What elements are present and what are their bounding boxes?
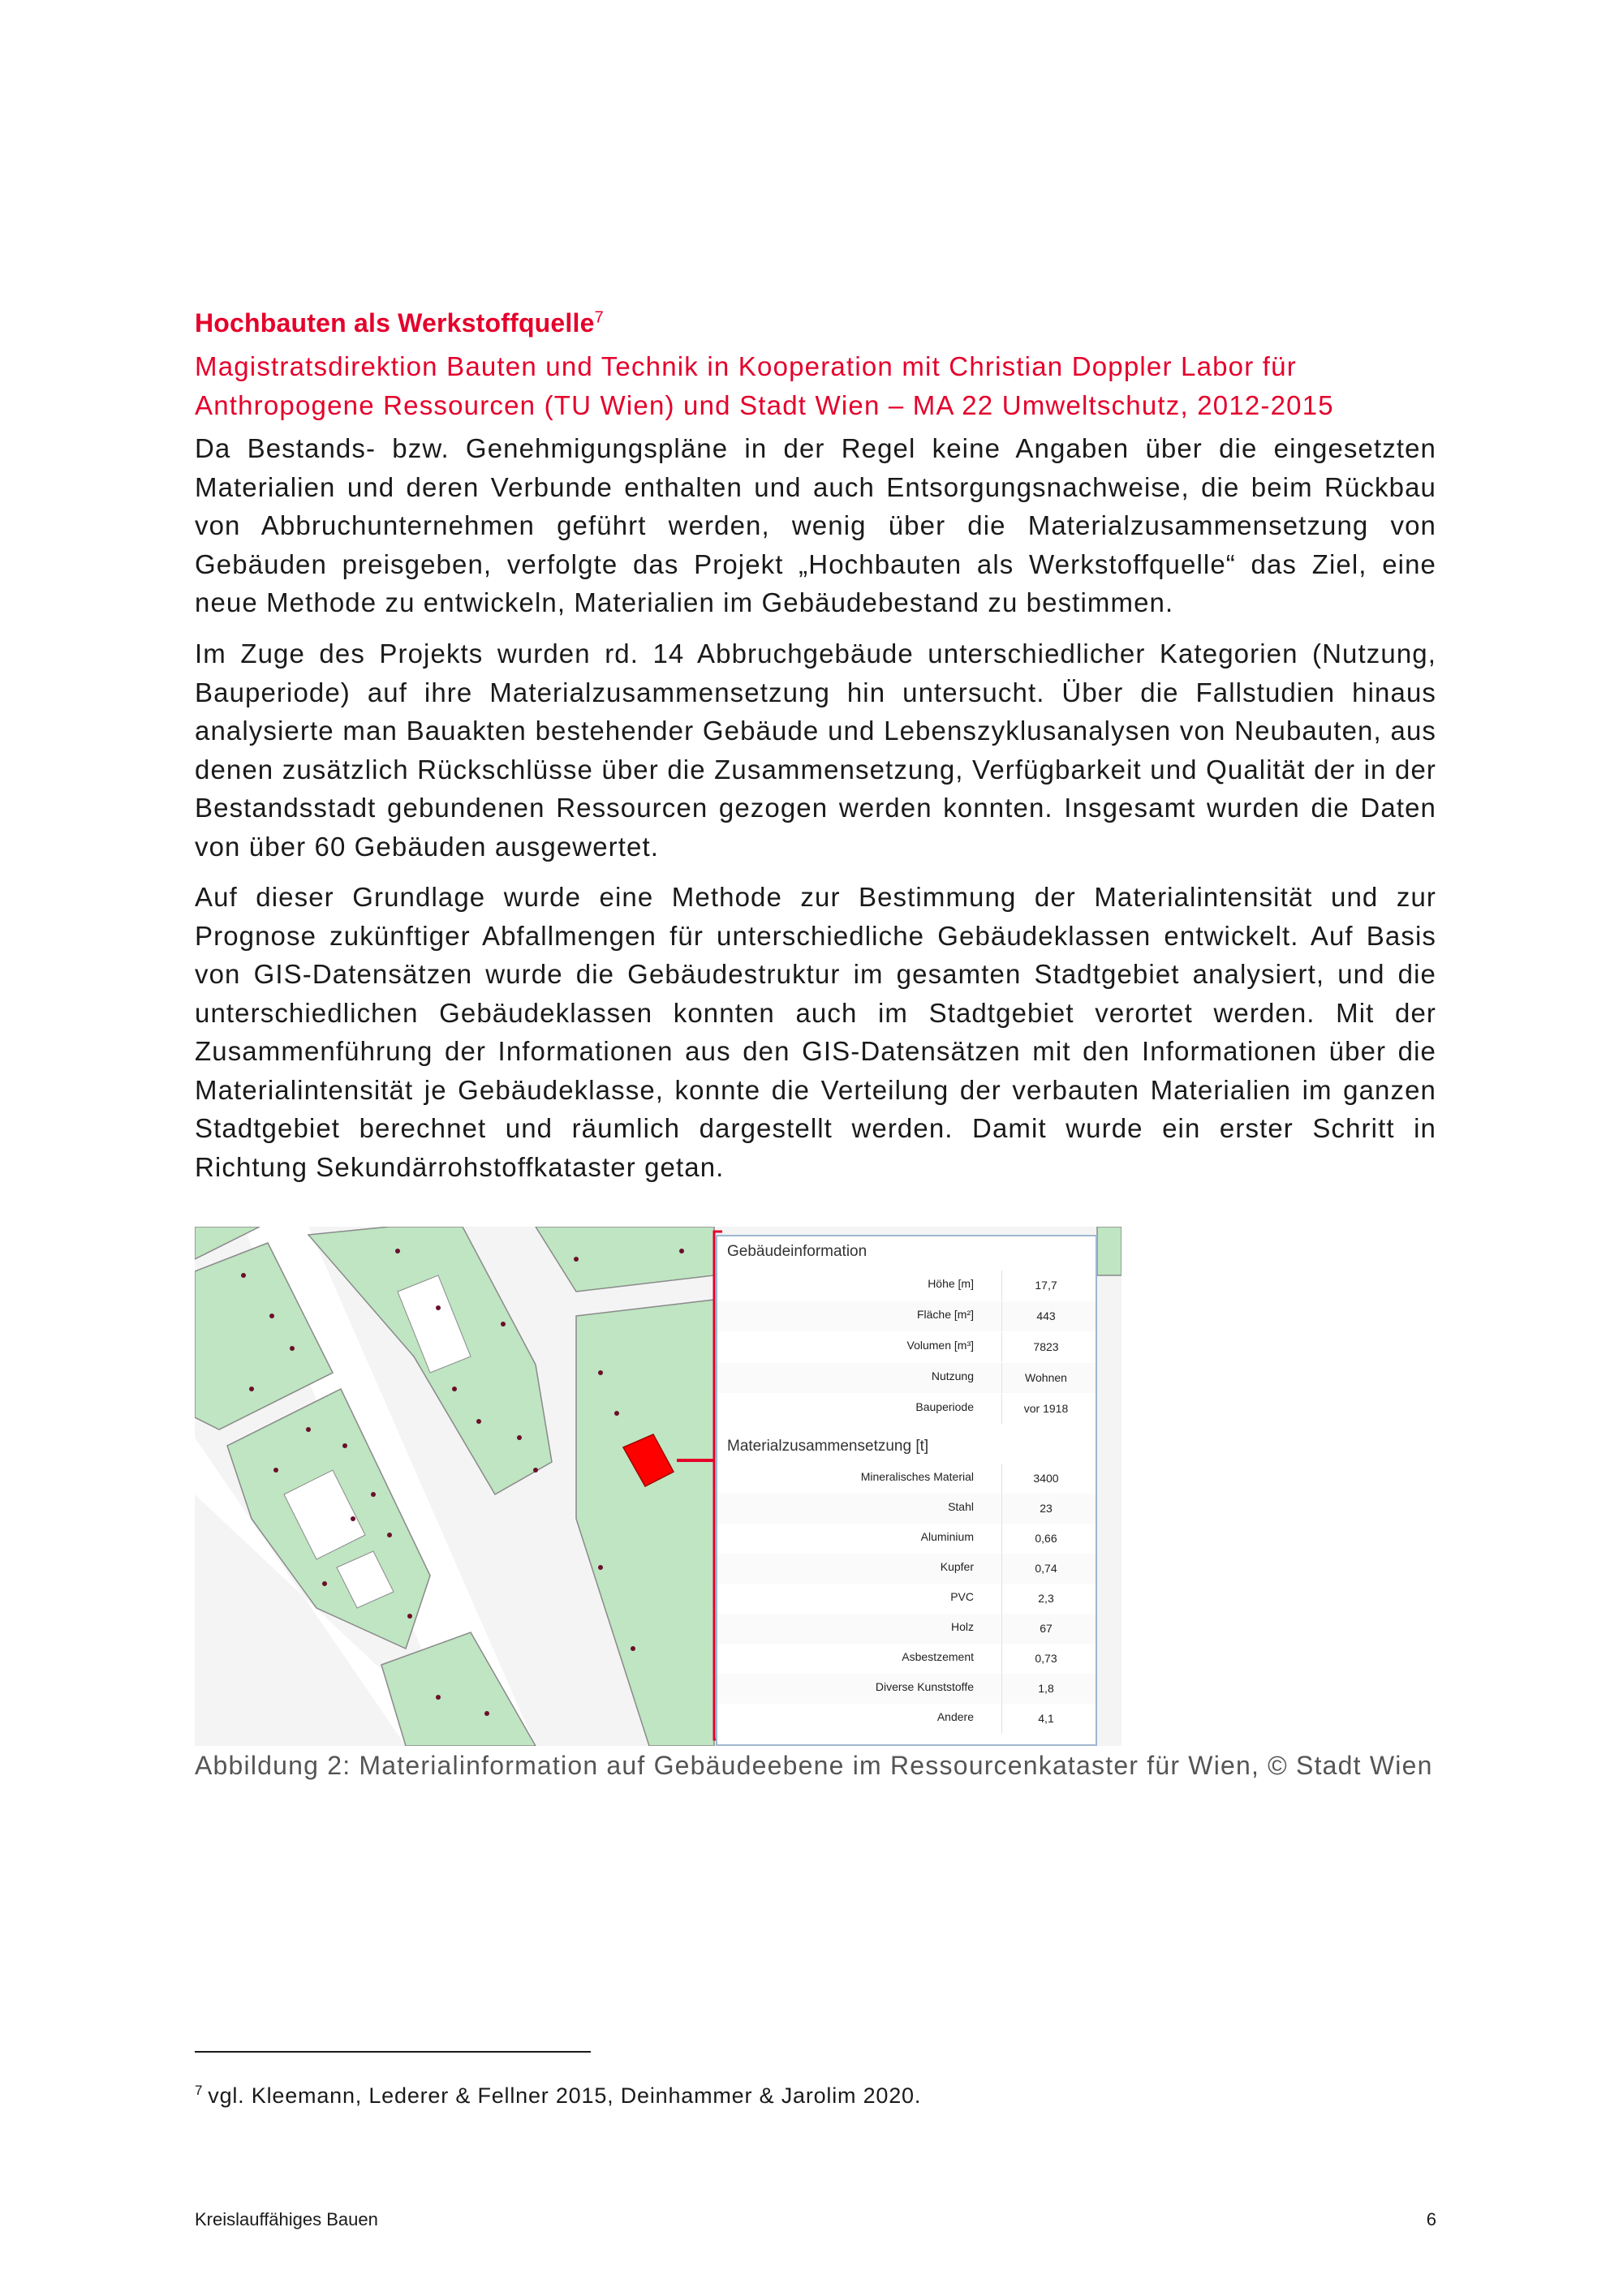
- divider: [1001, 1584, 1002, 1614]
- divider: [1001, 1704, 1002, 1734]
- footnote-text: vgl. Kleemann, Lederer & Fellner 2015, Deinhammer & Jarolim 2020.: [208, 2083, 922, 2108]
- material-row: [717, 1524, 1096, 1554]
- material-label: Aluminium: [920, 1530, 974, 1543]
- footnote-reference[interactable]: 7: [594, 308, 604, 327]
- divider: [1001, 1464, 1002, 1494]
- material-row: [717, 1674, 1096, 1704]
- section-heading: [195, 308, 604, 338]
- footnote: [195, 2083, 921, 2109]
- info-row-period: [717, 1394, 1096, 1424]
- material-value: 0,74: [1035, 1562, 1057, 1575]
- info-label: Fläche [m²]: [916, 1308, 974, 1321]
- info-value: 17,7: [1035, 1279, 1057, 1292]
- info-label: Volumen [m³]: [906, 1339, 974, 1352]
- info-row-area: [717, 1301, 1096, 1331]
- divider: [1001, 1363, 1002, 1393]
- divider: [1001, 1394, 1002, 1424]
- footnote-divider: [195, 2051, 591, 2053]
- material-row: [717, 1494, 1096, 1524]
- info-value: 443: [1036, 1309, 1056, 1322]
- building-info-panel: [716, 1235, 1097, 1746]
- info-label: Bauperiode: [915, 1400, 974, 1413]
- material-row: [717, 1704, 1096, 1734]
- material-value: 67: [1040, 1622, 1053, 1635]
- building-info-title: Gebäudeinformation: [727, 1243, 867, 1260]
- divider: [1001, 1614, 1002, 1644]
- info-row-volume: [717, 1332, 1096, 1362]
- project-subheading: Magistratsdirektion Bauten und Technik in Kooperation mit Christian Doppler Labor für Anthropogene Ressourcen (TU Wien) und Stadt Wien – MA 22 Umweltschutz, 2012-2015: [195, 351, 1334, 420]
- material-label: Diverse Kunststoffe: [875, 1680, 974, 1693]
- info-value: Wohnen: [1025, 1371, 1067, 1384]
- material-label: Stahl: [948, 1500, 974, 1513]
- material-value: 23: [1040, 1502, 1053, 1515]
- divider: [1001, 1332, 1002, 1362]
- divider: [1001, 1271, 1002, 1301]
- info-value: 7823: [1033, 1340, 1059, 1353]
- material-label: Holz: [950, 1620, 974, 1633]
- material-value: 3400: [1033, 1472, 1059, 1485]
- material-value: 4,1: [1038, 1712, 1054, 1725]
- material-row: [717, 1644, 1096, 1674]
- info-label: Nutzung: [931, 1369, 974, 1382]
- divider: [1001, 1674, 1002, 1704]
- material-label: PVC: [950, 1590, 974, 1603]
- material-label: Andere: [936, 1710, 974, 1723]
- footer-page-number: 6: [1426, 2209, 1436, 2229]
- material-row: [717, 1584, 1096, 1614]
- divider: [1001, 1524, 1002, 1554]
- divider: [1001, 1554, 1002, 1584]
- material-value: 0,66: [1035, 1532, 1057, 1545]
- material-row: [717, 1554, 1096, 1584]
- body-paragraph-1: Da Bestands- bzw. Genehmigungspläne in der Regel keine Angaben über die eingesetzten Materialien und deren Verbunde enthalten und auch Entsorgungsnachweise, die beim Rückbau von Abbruchunternehmen geführt werden, wenig über die Materialzusammensetzung von Gebäuden preisgeben, verfolgte das Projekt „Hochbauten als Werkstoffquelle“ das Ziel, eine neue Methode zu entwickeln, Materialien im Gebäudebestand zu bestimmen.: [195, 433, 1436, 617]
- material-row: [717, 1614, 1096, 1644]
- divider: [1001, 1644, 1002, 1674]
- building-block: [1097, 1227, 1121, 1275]
- material-composition-title: Materialzusammensetzung [t]: [727, 1438, 929, 1455]
- footer-document-title: Kreislauffähiges Bauen: [195, 2209, 378, 2229]
- material-value: 0,73: [1035, 1652, 1057, 1665]
- figure-caption: Abbildung 2: Materialinformation auf Gebäudeebene im Ressourcenkataster für Wien, © Stadt Wien: [195, 1751, 1433, 1780]
- figure-map: [195, 1227, 1121, 1746]
- material-row: [717, 1464, 1096, 1494]
- info-label: Höhe [m]: [928, 1277, 974, 1290]
- section-heading-text: Hochbauten als Werkstoffquelle: [195, 308, 595, 338]
- material-value: 1,8: [1038, 1682, 1054, 1695]
- info-row-height: [717, 1271, 1096, 1301]
- info-value: vor 1918: [1023, 1402, 1069, 1415]
- info-row-usage: [717, 1363, 1096, 1393]
- footnote-number: 7: [195, 2083, 204, 2098]
- body-paragraph-3: Auf dieser Grundlage wurde eine Methode zur Bestimmung der Materialintensität und zur Prognose zukünftiger Abfallmengen für unterschiedliche Gebäudeklassen entwickelt. Auf Basis von GIS-Datensätzen wurde die Gebäudestruktur im gesamten Stadtgebiet analysiert, und die unterschiedlichen Gebäudeklassen konnten auch im Stadtgebiet verortet werden. Mit der Zusammenführung der Informationen aus den GIS-Datensätzen mit den Informationen über die Materialintensität je Gebäudeklasse, konnte die Verteilung der verbauten Materialien im ganzen Stadtgebiet berechnet und räumlich dargestellt werden. Damit wurde ein erster Schritt in Richtung Sekundärrohstoffkataster getan.: [195, 882, 1436, 1182]
- material-value: 2,3: [1038, 1592, 1054, 1605]
- material-label: Kupfer: [940, 1560, 974, 1573]
- divider: [1001, 1494, 1002, 1524]
- divider: [1001, 1301, 1002, 1331]
- material-label: Asbestzement: [902, 1650, 974, 1663]
- body-paragraph-2: Im Zuge des Projekts wurden rd. 14 Abbruchgebäude unterschiedlicher Kategorien (Nutzung, Bauperiode) auf ihre Materialzusammensetzung hin untersucht. Über die Fallstudien hinaus analysierte man Bauakten bestehender Gebäude und Lebenszyklusanalysen von Neubauten, aus denen zusätzlich Rückschlüsse über die Zusammensetzung, Verfügbarkeit und Qualität der in der Bestandsstadt gebundenen Ressourcen gezogen werden konnten. Insgesamt wurden die Daten von über 60 Gebäuden ausgewertet.: [195, 638, 1436, 862]
- material-label: Mineralisches Material: [860, 1470, 974, 1483]
